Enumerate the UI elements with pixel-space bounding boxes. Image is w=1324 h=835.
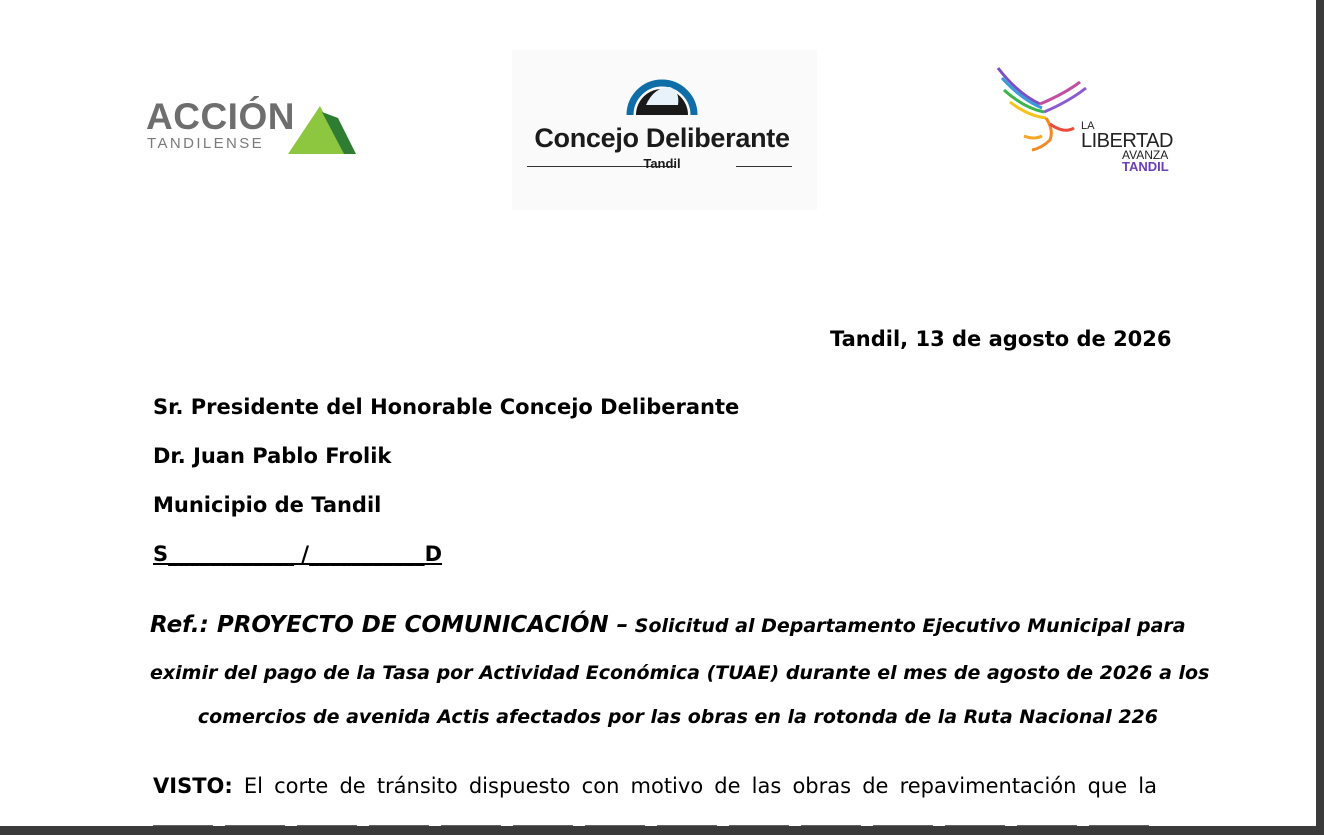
visto-word: corte <box>274 774 329 798</box>
visto-word: las <box>751 774 782 798</box>
libertad-logo-avanza: AVANZA <box>1122 148 1169 162</box>
reference-line <box>150 610 1186 641</box>
concejo-logo-subtitle: Tandil <box>643 156 681 171</box>
addressee-line: Municipio de Tandil <box>153 493 382 517</box>
visto-word: de <box>339 774 366 798</box>
accion-tandilense-logo <box>146 96 361 158</box>
addressee-line: Dr. Juan Pablo Frolik <box>153 444 392 468</box>
visto-word: repavimentación <box>899 774 1077 798</box>
window-border-bottom <box>0 826 1324 835</box>
reference-line: comercios de avenida Actis afectados por las obras en la rotonda de la Ruta Nacional 226 <box>197 706 1158 728</box>
concejo-deliberante-logo <box>512 50 817 210</box>
reference-heading: Ref.: PROYECTO DE COMUNICACIÓN – <box>150 612 629 638</box>
letter-date: Tandil, 13 de agosto de 2026 <box>830 327 1172 351</box>
visto-word: obras <box>792 774 852 798</box>
visto-word: tránsito <box>376 774 458 798</box>
reference-line: eximir del pago de la Tasa por Actividad Económica (TUAE) durante el mes de agosto de 2026 a los <box>150 662 1210 684</box>
mountain-icon <box>286 102 358 156</box>
visto-word: El <box>243 774 263 798</box>
visto-word: con <box>581 774 620 798</box>
visto-word: que <box>1087 774 1128 798</box>
libertad-logo-tandil: TANDIL <box>1122 159 1169 174</box>
visto-label: VISTO: <box>153 774 233 798</box>
reference-text: Solicitud al Departamento Ejecutivo Municipal para <box>634 615 1186 637</box>
libertad-logo-word: LIBERTAD <box>1081 130 1173 152</box>
visto-word: motivo <box>630 774 704 798</box>
visto-word: dispuesto <box>468 774 571 798</box>
visto-next-line-clipped <box>153 818 1157 826</box>
visto-word: de <box>714 774 741 798</box>
accion-logo-word: ACCIÓN <box>146 96 295 137</box>
visto-word: la <box>1138 774 1157 798</box>
la-libertad-avanza-logo <box>994 64 1184 179</box>
window-border-right <box>1316 0 1324 835</box>
salutation-sd: S____________ /___________D <box>153 542 443 566</box>
concejo-emblem-icon <box>624 65 700 121</box>
visto-paragraph <box>153 773 1157 799</box>
addressee-line: Sr. Presidente del Honorable Concejo Deliberante <box>153 395 740 419</box>
clipped-text-placeholder <box>153 825 1157 826</box>
visto-word: de <box>862 774 889 798</box>
concejo-rule-right <box>736 166 792 167</box>
concejo-logo-word: Concejo Deliberante <box>534 123 790 153</box>
accion-logo-subtitle: TANDILENSE <box>147 135 265 152</box>
libertad-logo-la: LA <box>1081 120 1095 132</box>
